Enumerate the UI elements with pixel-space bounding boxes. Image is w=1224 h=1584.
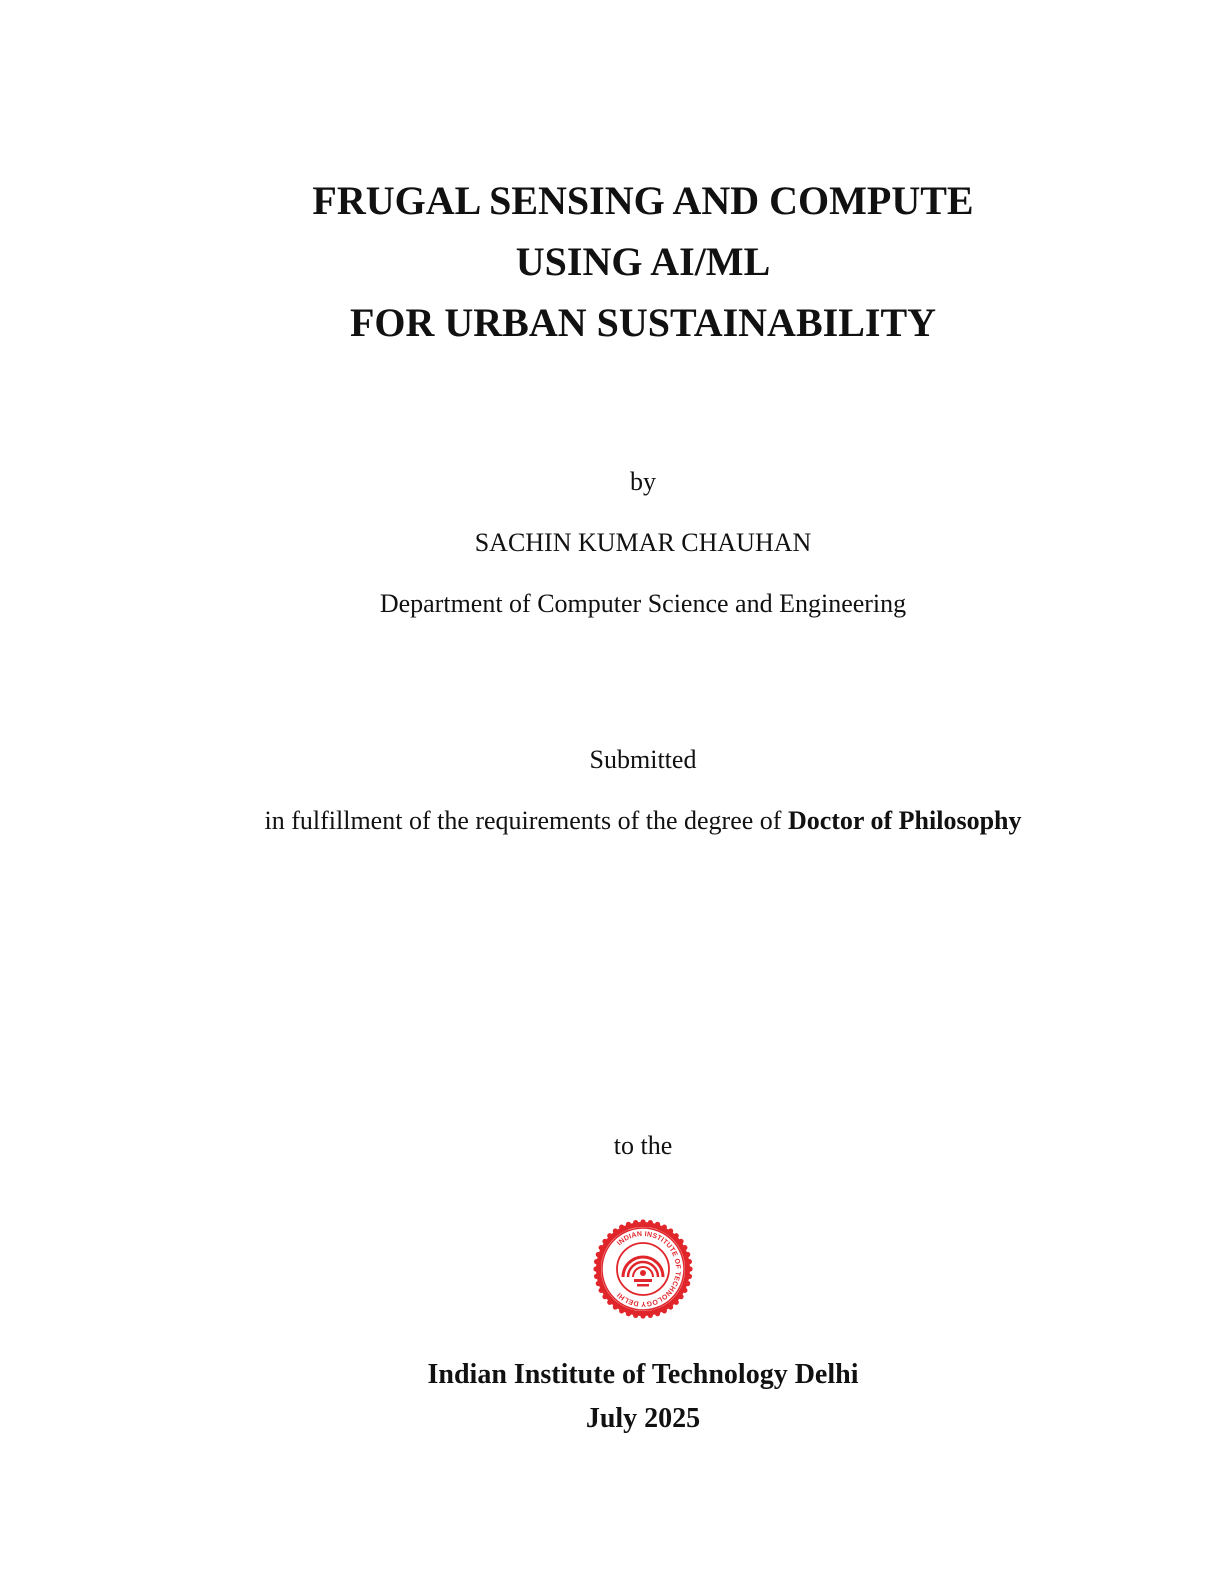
emblem-serration-dot: [687, 1259, 692, 1264]
emblem-serration-dot: [682, 1245, 687, 1250]
by-label: by: [630, 467, 656, 496]
emblem-serration-dot: [619, 1308, 624, 1313]
emblem-serration-dot: [655, 1311, 660, 1316]
emblem-ring-text: INDIAN INSTITUTE OF TECHNOLOGY DELHI: [616, 1230, 682, 1308]
logo-container: [0, 1219, 1224, 1319]
emblem-serration-dot: [596, 1252, 601, 1257]
emblem-serration-dot: [687, 1266, 692, 1271]
emblem-serration-dot: [668, 1304, 673, 1309]
emblem-serration-dot: [662, 1308, 667, 1313]
emblem-serration-dot: [619, 1225, 624, 1230]
emblem-serration-dot: [613, 1304, 618, 1309]
emblem-serration-dot: [626, 1311, 631, 1316]
department-name: Department of Computer Science and Engineering: [379, 589, 907, 618]
emblem-serration-dot: [640, 1219, 645, 1224]
author-name: SACHIN KUMAR CHAUHAN: [474, 528, 812, 557]
emblem-serration-dot: [594, 1274, 599, 1279]
emblem-serration-dot: [648, 1220, 653, 1225]
emblem-serration-dot: [596, 1281, 601, 1286]
emblem-serration-dot: [626, 1222, 631, 1227]
emblem-serration-dot: [599, 1288, 604, 1293]
emblem-serration-dot: [602, 1239, 607, 1244]
title-line-1: FRUGAL SENSING AND COMPUTE: [312, 178, 974, 223]
title-line-3: FOR URBAN SUSTAINABILITY: [349, 300, 937, 345]
emblem-serration-dot: [633, 1220, 638, 1225]
iit-delhi-emblem-icon: [593, 1219, 693, 1319]
emblem-serration-dot: [640, 1313, 645, 1318]
institution-name: Indian Institute of Technology Delhi: [427, 1359, 859, 1390]
emblem-serration-dot: [602, 1294, 607, 1299]
submitted-label: Submitted: [589, 745, 697, 774]
emblem-serration-dot: [607, 1233, 612, 1238]
title-line-2: USING AI/ML: [515, 239, 771, 284]
emblem-serration-dot: [674, 1300, 679, 1305]
emblem-serration-dot: [678, 1239, 683, 1244]
emblem-serration-dot: [594, 1259, 599, 1264]
to-the-label: to the: [613, 1131, 673, 1160]
fulfillment-prefix: in fulfillment of the requirements of the degree of: [264, 806, 788, 835]
emblem-serration-dot: [678, 1294, 683, 1299]
emblem-serration-dot: [648, 1313, 653, 1318]
emblem-serration-dot: [662, 1225, 667, 1230]
emblem-serration-dot: [599, 1245, 604, 1250]
emblem-serration-dot: [685, 1281, 690, 1286]
emblem-serration-dot: [593, 1266, 598, 1271]
fulfillment-statement: [0, 805, 1224, 837]
emblem-serration-dot: [633, 1313, 638, 1318]
emblem-serration-dot: [682, 1288, 687, 1293]
emblem-serration-dot: [674, 1233, 679, 1238]
emblem-serration-dot: [685, 1252, 690, 1257]
emblem-serration-dot: [687, 1274, 692, 1279]
emblem-serration-dot: [655, 1222, 660, 1227]
emblem-serration-dot: [607, 1300, 612, 1305]
emblem-serration-dot: [613, 1228, 618, 1233]
submission-date: July 2025: [585, 1403, 701, 1434]
emblem-serration-dot: [668, 1228, 673, 1233]
degree-name: Doctor of Philosophy: [787, 806, 1022, 835]
